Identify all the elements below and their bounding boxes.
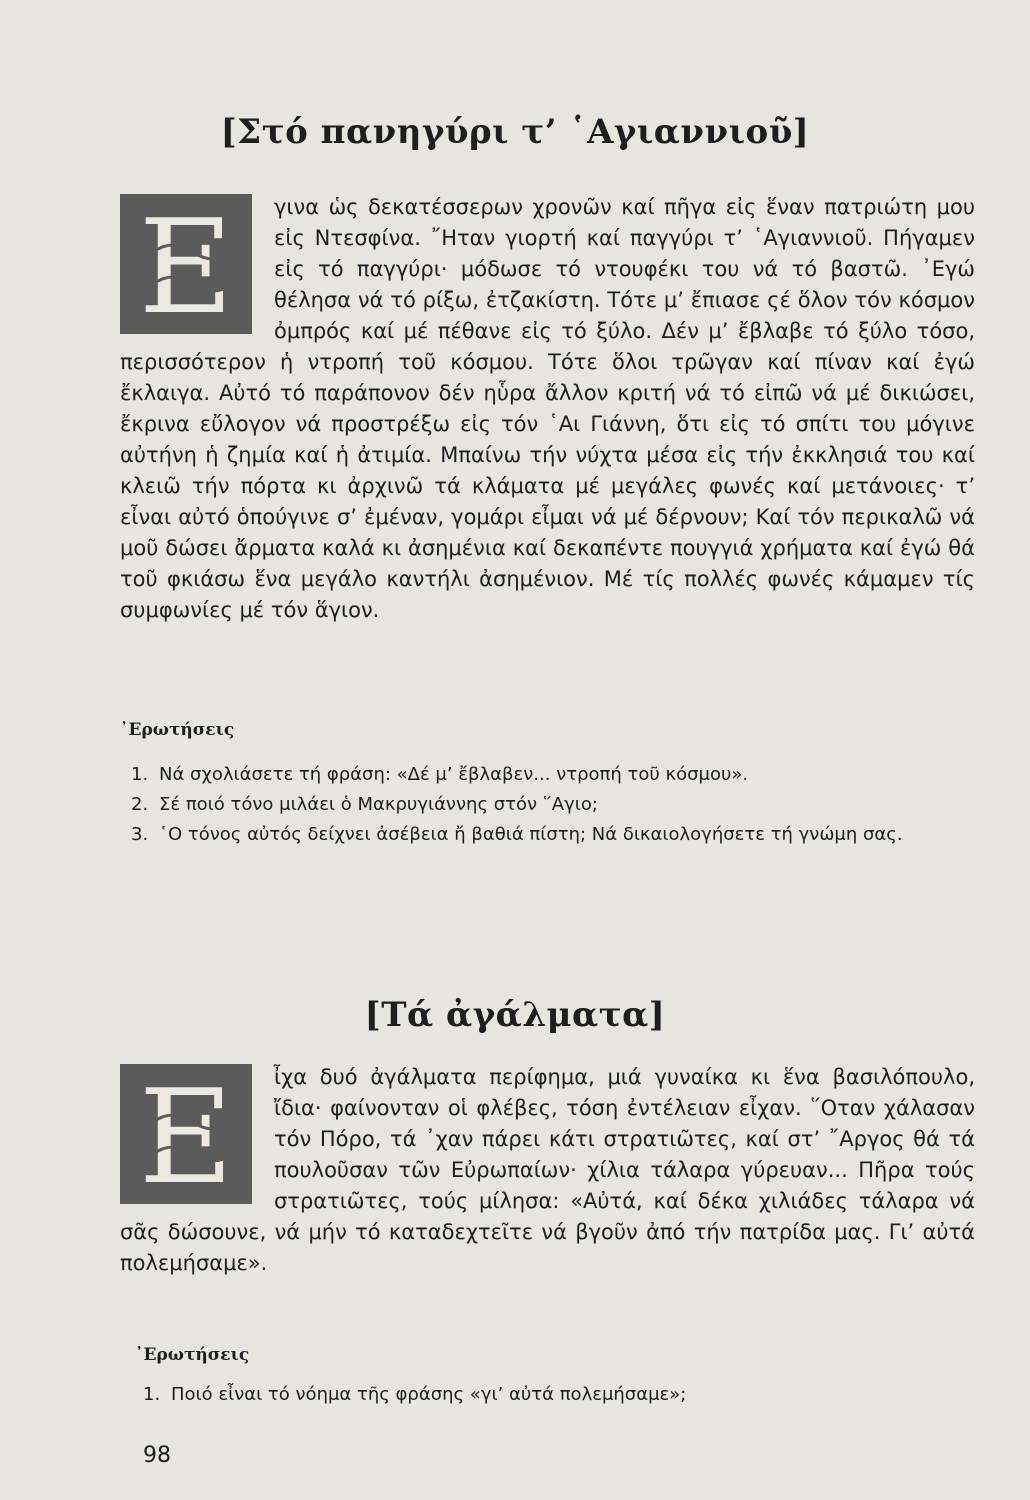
section1-text xyxy=(120,192,975,626)
section2-title: [Τά ἀγάλματα] xyxy=(364,995,666,1035)
section2-questions-heading: ᾿Ερωτήσεις xyxy=(135,1345,250,1365)
question-number: 1. xyxy=(131,764,149,785)
section1-question-list xyxy=(131,760,979,850)
section2-question-list xyxy=(143,1380,983,1410)
question-number: 3. xyxy=(131,824,149,845)
section1-body: γινα ὡς δεκατέσσερων χρονῶν καί πῆγα εἰς ἕναν πατριώτη μου εἰς Ντεσφίνα. ῎Ηταν γιορτή καί παγγύρι τ’ ῾Αγιαννιοῦ. Πήγαμεν εἰς τό παγγύρι· μόδωσε τό ντουφέκι του νά τό βαστῶ. ᾿Εγώ θέλησα νά τό ρίξω, ἐτζακίστη. Τότε μ’ ἔπιασε ςέ ὅλον τόν κόσμον ὀμπρός καί μέ πέθανε εἰς τό ξύλο. Δέν μ’ ἔβλαβε τό ξύλο τόσο, περισσότερον ἡ ντροπή τοῦ κόσμου. Τότε ὅλοι τρῶγαν καί πίναν καί ἐγώ ἔκλαιγα. Αὐτό τό παράπονον δέν ηὗρα ἄλλον κριτή νά τό εἰπῶ νά μέ δικιώσει, ἔκρινα εὔλογον νά προστρέξω εἰς τόν ῾Αι Γιάννη, ὅτι εἰς τό σπίτι του μόγινε αὐτήνη ἡ ζημία καί ἡ ἀτιμία. Μπαίνω τήν νύχτα μέσα εἰς τήν ἐκκλησιά του καί κλειῶ τήν πόρτα κι ἀρχινῶ τά κλάματα μέ μεγάλες φωνές καί μετάνοιες· τ’ εἶναι αὐτό ὁπούγινε σ’ ἐμέναν, γομάρι εἶμαι νά μέ δέρνουν; Καί τόν περικαλῶ νά μοῦ δώσει ἄρματα καλά κι ἀσημένια καί δεκαπέντε πουγγιά χρήματα καί ἐγώ θά τοῦ φκιάσω ἕνα μεγάλο καντήλι ἀσημένιον. Μέ τίς πολλές φωνές κάμαμεν τίς συμφωνίες μέ τόν ἅγιον. xyxy=(120,195,975,622)
question-text: Ποιό εἶναι τό νόημα τῆς φράσης «γι’ αὐτά πολεμήσαμε»; xyxy=(171,1384,687,1405)
svg-text:Ε: Ε xyxy=(138,1070,234,1198)
question-item xyxy=(131,760,979,790)
section1-title: [Στό πανηγύρι τ’ ῾Αγιαννιοῦ] xyxy=(220,112,810,152)
question-item xyxy=(143,1380,983,1410)
question-text: Σέ ποιό τόνο μιλάει ὁ Μακρυγιάννης στόν ῞Αγιο; xyxy=(159,794,598,815)
question-item xyxy=(131,790,979,820)
ornamental-initial-epsilon-icon xyxy=(131,200,241,328)
section1-questions-heading: ᾿Ερωτήσεις xyxy=(120,720,235,740)
question-text: ῾Ο τόνος αὐτός δείχνει ἀσέβεια ἤ βαθιά πίστη; Νά δικαιολογήσετε τή γνώμη σας. xyxy=(159,824,903,845)
question-number: 1. xyxy=(143,1384,161,1405)
section2-text xyxy=(120,1062,975,1279)
question-number: 2. xyxy=(131,794,149,815)
section2-drop-cap xyxy=(120,1064,252,1204)
section2-body: ἶχα δυό ἀγάλματα περίφημα, μιά γυναίκα κι ἕνα βασιλόπουλο, ἴδια· φαίνονταν οἱ φλέβες, τόση ἐντέλειαν εἶχαν. ῞Οταν χάλασαν τόν Πόρο, τά ᾽χαν πάρει κάτι στρατιῶτες, καί στ’ ῎Αργος θά τά πουλοῦσαν τῶν Εὐρωπαίων· χίλια τάλαρα γύρευαν... Πῆρα τούς στρατιῶτες, τούς μίλησα: «Αὐτά, καί δέκα χιλιάδες τάλαρα νά σᾶς δώσουνε, νά μήν τό καταδεχτεῖτε νά βγοῦν ἀπό τήν πατρίδα μας. Γι’ αὐτά πολεμήσαμε». xyxy=(120,1065,975,1275)
section1-drop-cap xyxy=(120,194,252,334)
page-number: 98 xyxy=(143,1443,171,1468)
ornamental-initial-epsilon-icon xyxy=(131,1070,241,1198)
question-item xyxy=(131,820,979,850)
question-text: Νά σχολιάσετε τή φράση: «Δέ μ’ ἔβλαβεν... ντροπή τοῦ κόσμου». xyxy=(159,764,749,785)
svg-text:Ε: Ε xyxy=(138,200,234,328)
